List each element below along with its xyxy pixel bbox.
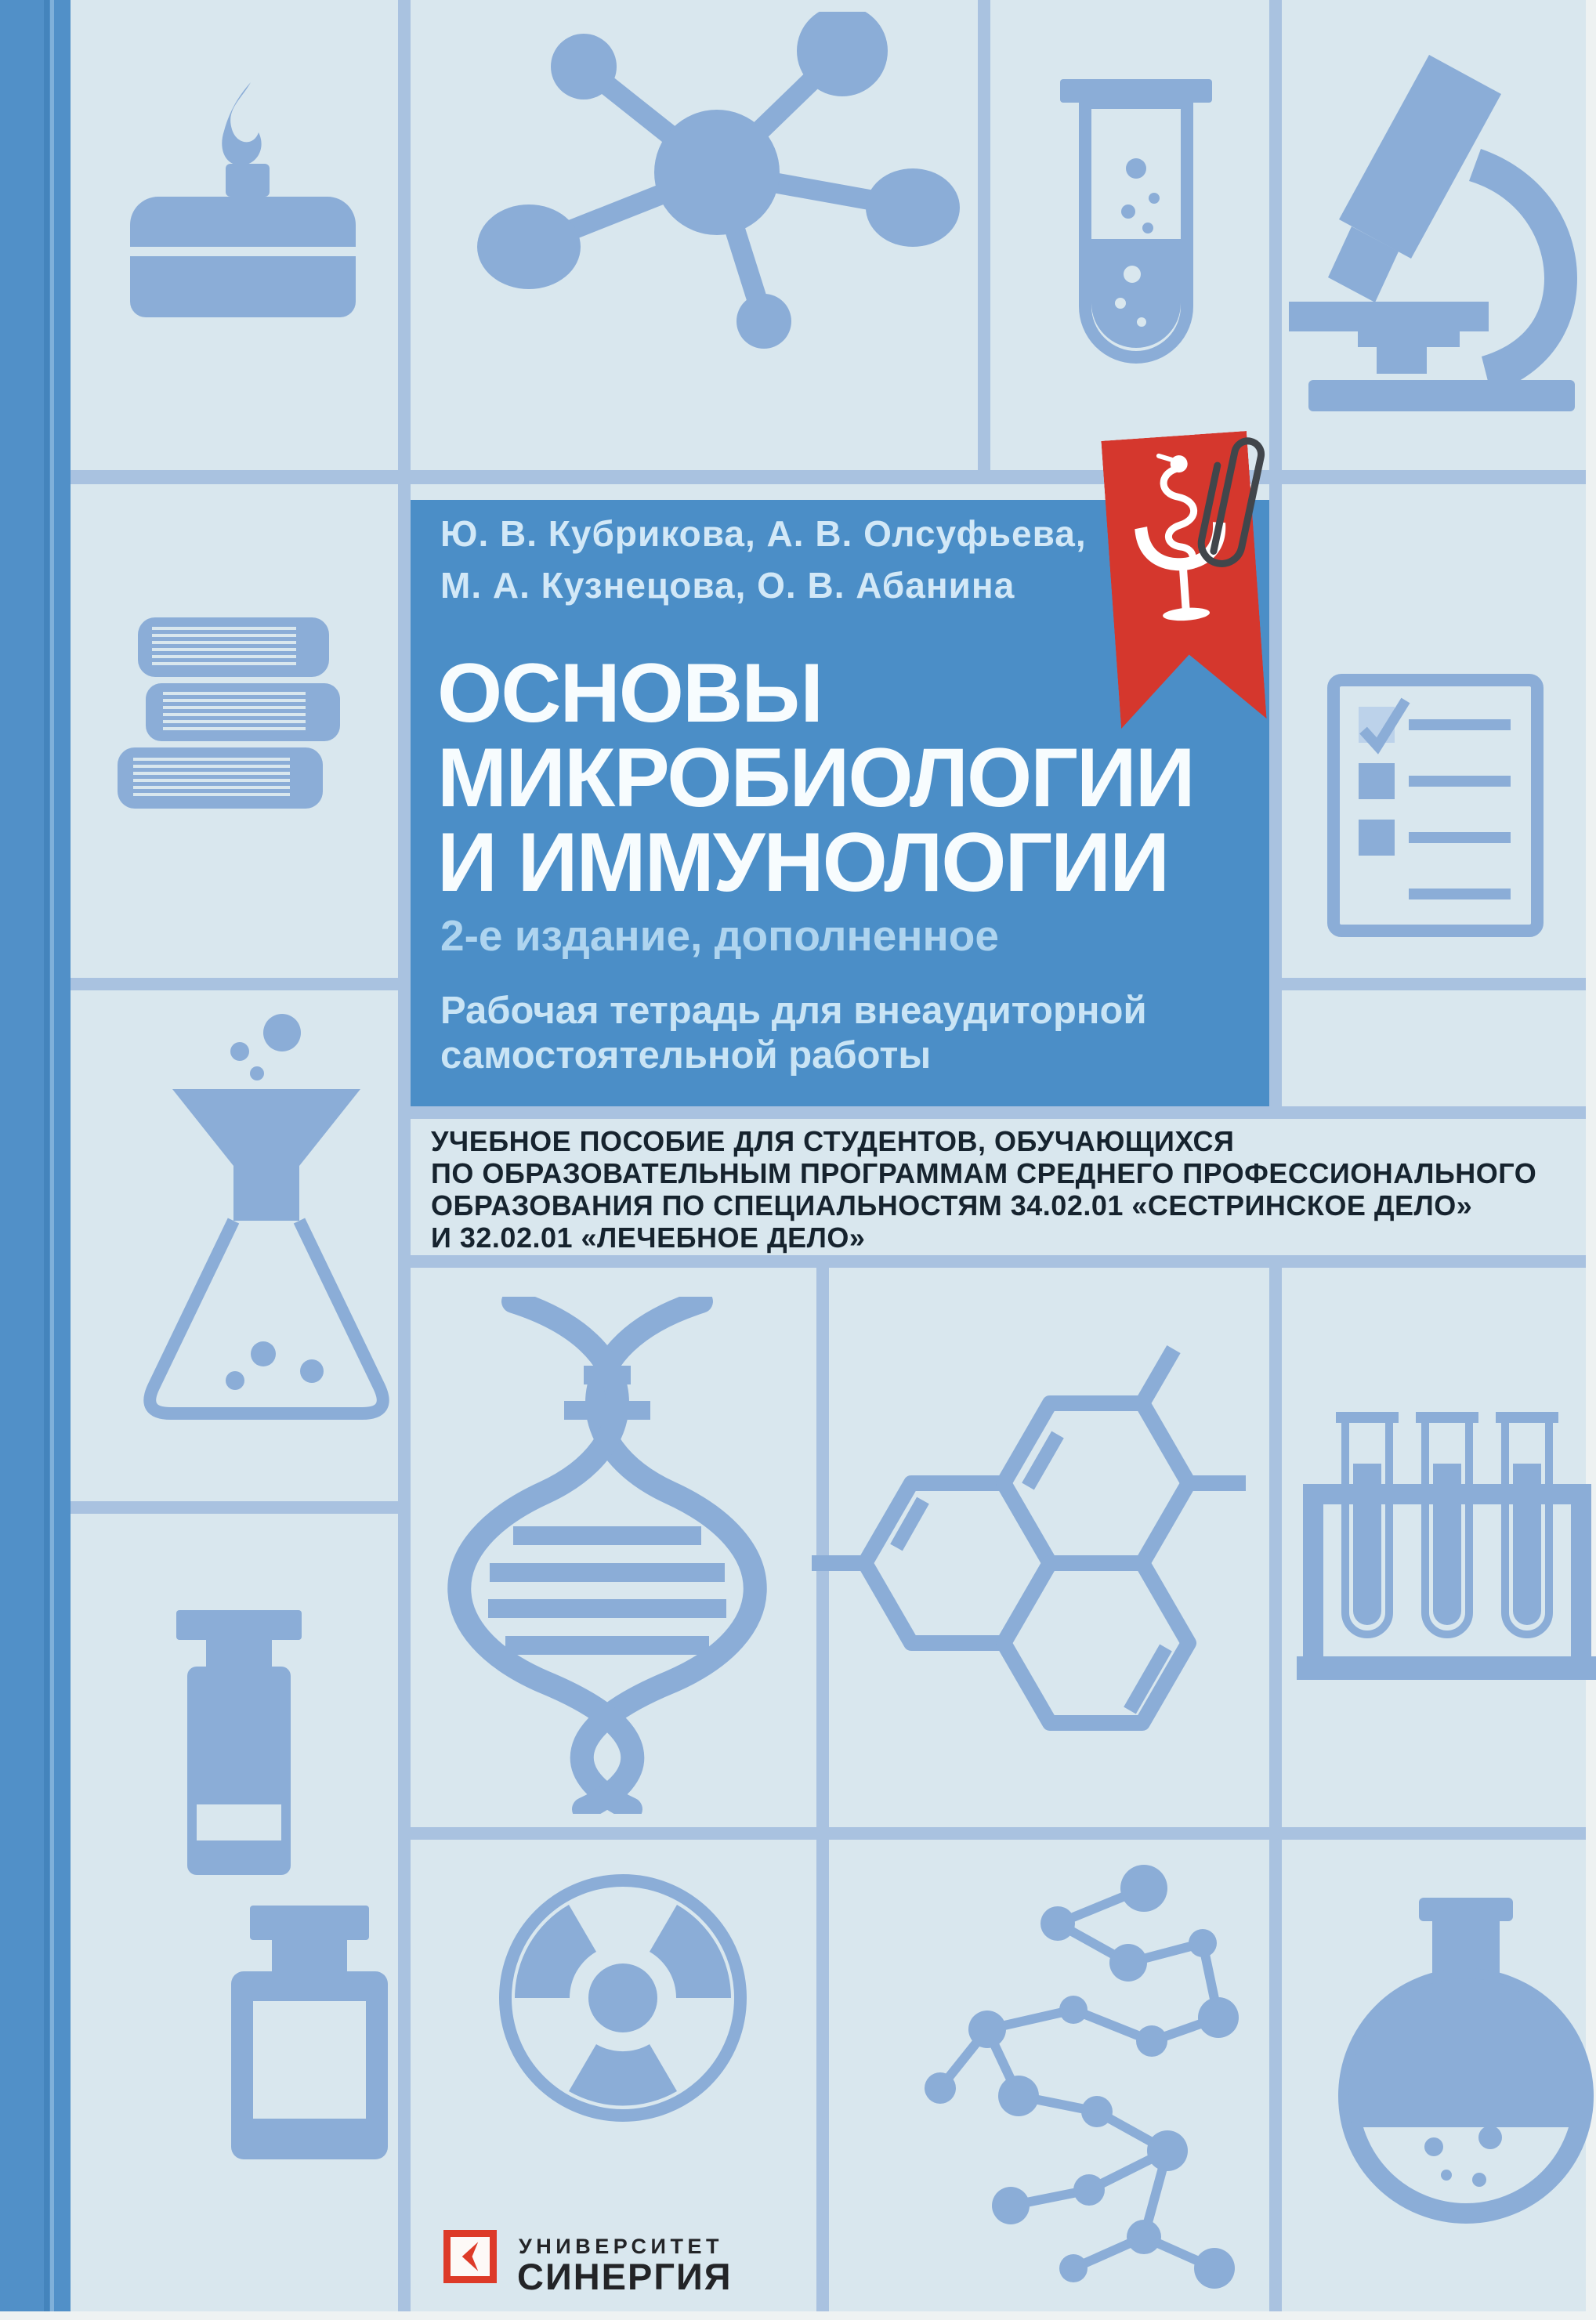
- microscope-icon: [1289, 43, 1587, 411]
- audience-line-3: ОБРАЗОВАНИЯ ПО СПЕЦИАЛЬНОСТЯМ 34.02.01 «СЕСТРИНСКОЕ ДЕЛО»: [431, 1189, 1473, 1222]
- book-title: [437, 646, 1194, 909]
- grid-line-vertical-row1: [978, 0, 990, 470]
- grid-line-horizontal-textpanel-top: [411, 1106, 1596, 1119]
- dna-icon: [435, 1297, 780, 1814]
- molecule-network-icon: [893, 1861, 1254, 2300]
- benzene-rings-icon: [807, 1281, 1277, 1814]
- edition-note: 2-е издание, дополненное: [440, 911, 999, 960]
- test-tube-icon: [1054, 74, 1218, 388]
- publisher-name-bottom: СИНЕРГИЯ: [517, 2256, 733, 2297]
- grid-line-horizontal-textpanel-bottom: [411, 1255, 1596, 1268]
- authors-line-2: М. А. Кузнецова, О. В. Абанина: [440, 565, 1015, 606]
- grid-line-horizontal-row1: [71, 470, 1596, 484]
- round-flask-icon: [1301, 1896, 1596, 2264]
- spine-highlight-line: [50, 0, 54, 2320]
- test-tube-rack-icon: [1297, 1409, 1596, 1683]
- book-spine: [0, 0, 71, 2320]
- subtitle-block: [440, 989, 1147, 1078]
- publisher-name-top: УНИВЕРСИТЕТ: [519, 2235, 723, 2258]
- title-line-1: ОСНОВЫ: [437, 646, 823, 740]
- title-line-2: МИКРОБИОЛОГИИ: [437, 730, 1194, 824]
- spine-crease-line: [44, 0, 49, 2320]
- audience-line-1: УЧЕБНОЕ ПОСОБИЕ ДЛЯ СТУДЕНТОВ, ОБУЧАЮЩИХСЯ: [431, 1125, 1235, 1157]
- radiation-icon: [494, 1869, 752, 2127]
- vial-icon: [176, 1610, 302, 1877]
- molecule-icon: [435, 12, 968, 349]
- burner-icon: [118, 82, 368, 317]
- books-icon: [118, 617, 353, 813]
- synergy-logo-icon: [443, 2230, 497, 2283]
- grid-line-vertical-right-upper: [1269, 0, 1282, 1106]
- grid-line-horizontal-bottomrow-top: [411, 1827, 1596, 1840]
- erlenmeyer-flask-icon: [102, 1011, 431, 1450]
- authors-block: [440, 508, 1087, 611]
- grid-line-horizontal-checklist-bottom: [1269, 978, 1596, 990]
- subtitle-line-2: самостоятельной работы: [440, 1034, 932, 1077]
- grid-line-horizontal-books-bottom: [71, 978, 398, 990]
- grid-line-horizontal-flask-bottom: [71, 1501, 398, 1514]
- authors-line-1: Ю. В. Кубрикова, А. В. Олсуфьева,: [440, 513, 1087, 554]
- audience-block: [431, 1125, 1536, 1254]
- checklist-icon: [1326, 672, 1545, 939]
- scan-edge-bottom: [0, 2311, 1596, 2320]
- subtitle-line-1: Рабочая тетрадь для внеаудиторной: [440, 990, 1147, 1032]
- title-line-3: И ИММУНОЛОГИИ: [437, 815, 1168, 909]
- audience-line-4: И 32.02.01 «ЛЕЧЕБНОЕ ДЕЛО»: [431, 1222, 866, 1254]
- audience-line-2: ПО ОБРАЗОВАТЕЛЬНЫМ ПРОГРАММАМ СРЕДНЕГО ПРОФЕССИОНАЛЬНОГО: [431, 1157, 1537, 1189]
- medicine-bottle-icon: [231, 1906, 388, 2164]
